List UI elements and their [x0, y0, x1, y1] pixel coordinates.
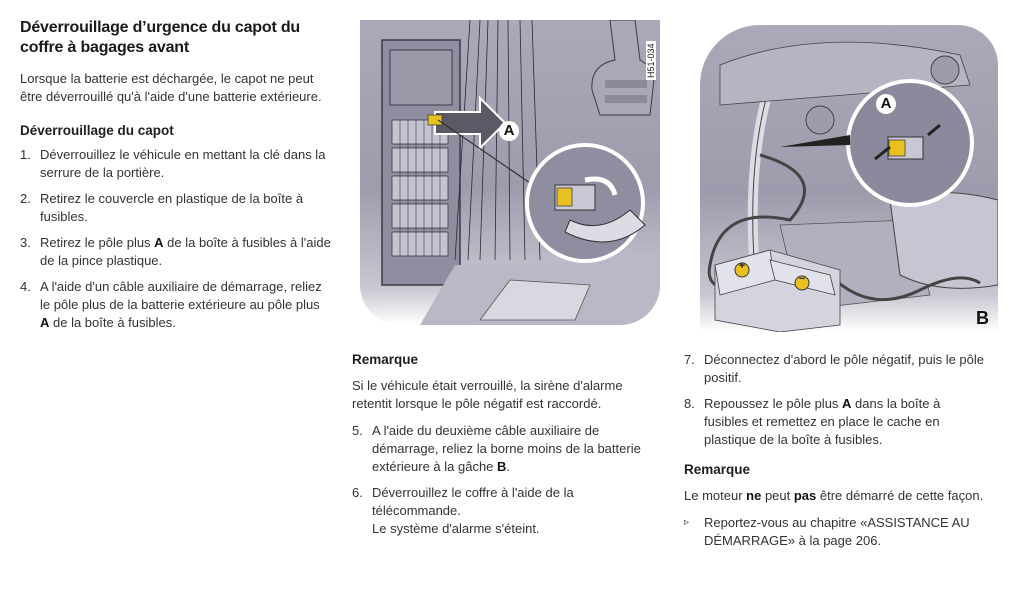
- middle-column: [352, 351, 664, 538]
- step-5: 5. A l'aide du deuxième câble auxiliaire de démarrage, reliez la borne moins de la batterie extérieure à la gâche B.: [352, 423, 641, 474]
- reference-link-text[interactable]: Reportez-vous au chapitre «ASSISTANCE AU DÉMARRAGE» à la page 206.: [704, 515, 970, 548]
- battery-plus-symbol: +: [738, 260, 746, 272]
- label-b: B: [497, 459, 507, 474]
- note-text: Si le véhicule était verrouillé, la sirène d'alarme retentit lorsque le pôle négatif est raccordé.: [352, 378, 623, 411]
- note-heading: Remarque: [352, 352, 419, 367]
- right-column: [684, 351, 984, 550]
- note-text-2: Le moteur ne peut pas être démarré de cette façon.: [684, 488, 984, 503]
- label-a-badge: A: [876, 94, 896, 114]
- intro-paragraph: Lorsque la batterie est déchargée, le capot ne peut être déverrouillé qu'à l'aide d'une batterie extérieure.: [20, 71, 322, 104]
- step-3: 3. Retirez le pôle plus A de la boîte à fusibles à l'aide de la pince plastique.: [20, 235, 331, 268]
- label-b: B: [976, 308, 989, 328]
- step-7: 7. Déconnectez d'abord le pôle négatif, puis le pôle positif.: [684, 352, 985, 385]
- fuse-box-drawing: [360, 20, 660, 325]
- figure-code: H51-034: [646, 43, 656, 78]
- step-4: 4. A l'aide d'un câble auxiliaire de démarrage, reliez le pôle plus de la batterie extérieure au pôle plus A de la boîte à fusibles.: [20, 279, 322, 330]
- page-title: Déverrouillage d’urgence du capot du coffre à bagages avant: [20, 19, 300, 56]
- battery-minus-symbol: −: [798, 273, 806, 285]
- steps-list-2: [352, 422, 664, 538]
- steps-list-1: [20, 146, 332, 332]
- step-8: 8. Repoussez le pôle plus A dans la boîte à fusibles et remettez en place le cache en plastique de la boîte à fusibles.: [684, 396, 941, 447]
- jump-start-illustration: [700, 25, 998, 332]
- section-heading: Déverrouillage du capot: [20, 123, 174, 138]
- fuse-box-illustration: [360, 20, 660, 325]
- label-a: A: [40, 315, 50, 330]
- label-a-badge: A: [499, 121, 519, 141]
- steps-list-3: [684, 351, 984, 449]
- step-1: 1. Déverrouillez le véhicule en mettant la clé dans la serrure de la portière.: [20, 147, 326, 180]
- step-6-result: Le système d'alarme s'éteint.: [372, 521, 540, 536]
- left-column: [20, 18, 332, 332]
- reference-item: [684, 514, 984, 550]
- note-heading-2: Remarque: [684, 462, 751, 477]
- step-2: 2. Retirez le couvercle en plastique de la boîte à fusibles.: [20, 191, 304, 224]
- triangle-bullet-icon: ▹: [684, 517, 690, 528]
- reference-list: [684, 514, 984, 550]
- jump-start-drawing: [700, 25, 998, 332]
- step-6: 6. Déverrouillez le coffre à l'aide de la télécommande. Le système d'alarme s'éteint.: [352, 485, 574, 536]
- label-a: A: [842, 396, 852, 411]
- label-a: A: [154, 235, 164, 250]
